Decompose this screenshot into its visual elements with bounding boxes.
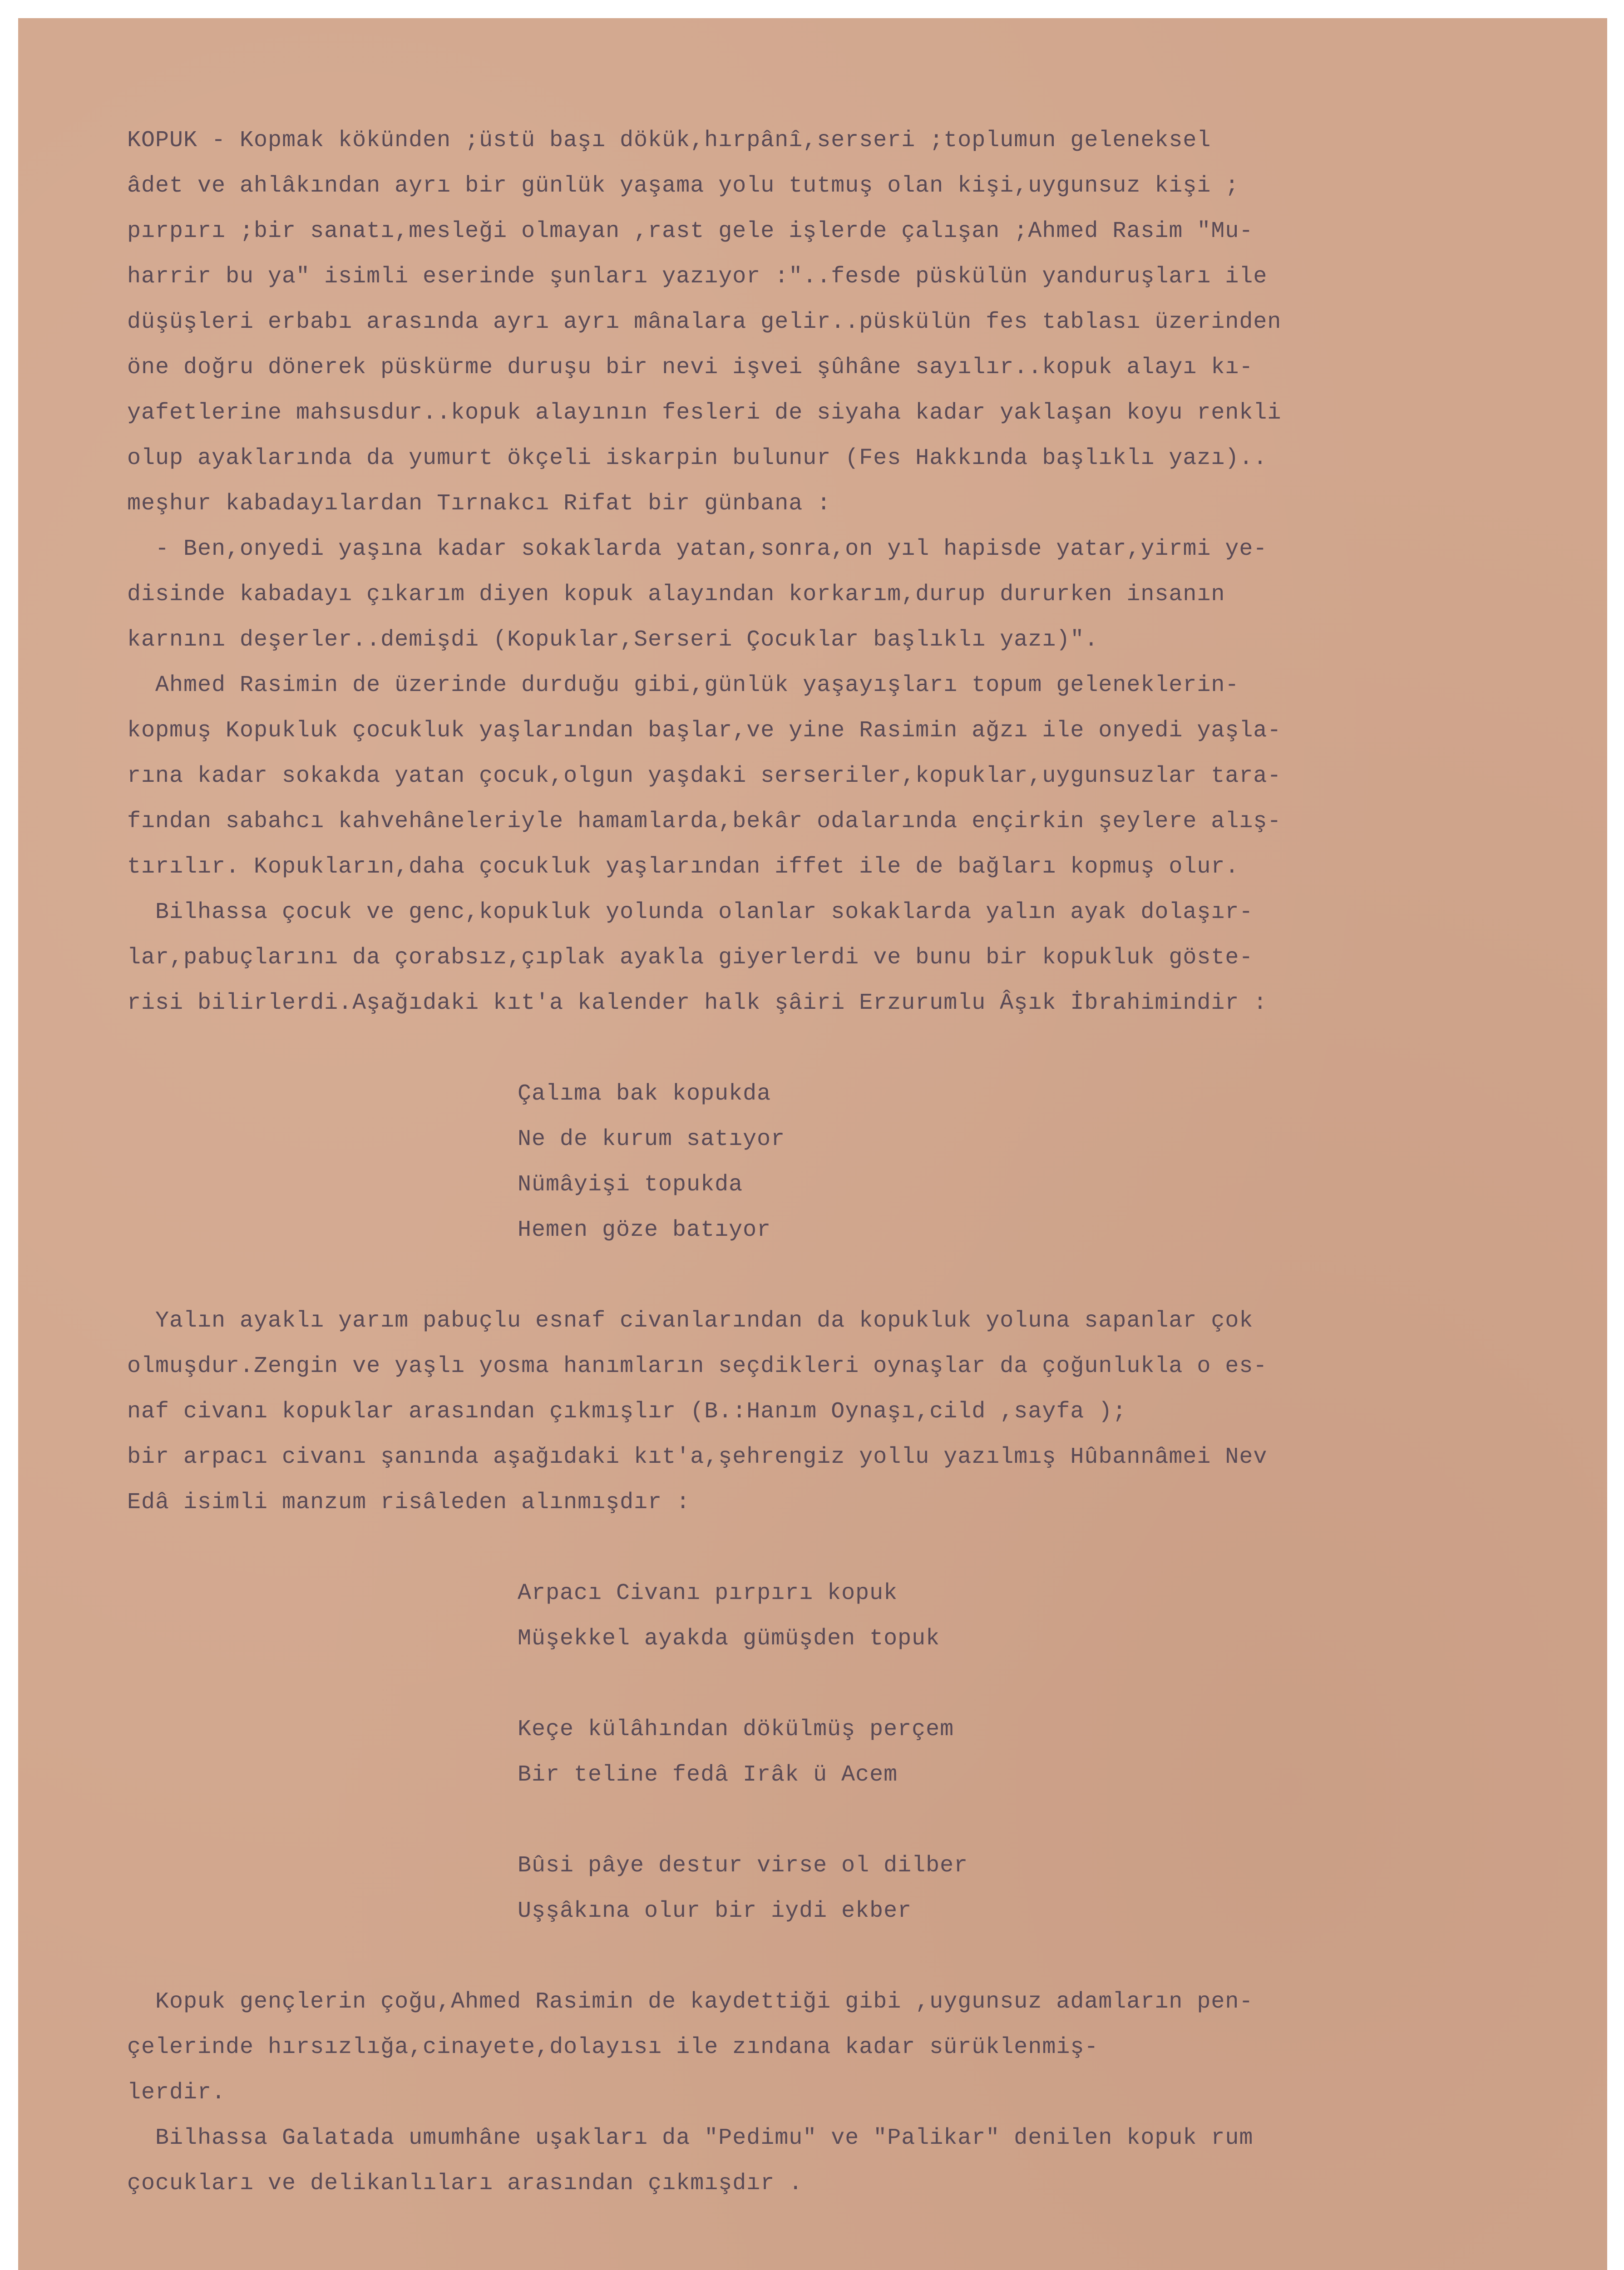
text-line: meşhur kabadayılardan Tırnakcı Rifat bir günbana : xyxy=(127,491,831,517)
verse-line: Uşşâkına olur bir iydi ekber xyxy=(518,1898,912,1924)
text-line: Edâ isimli manzum risâleden alınmışdır : xyxy=(127,1490,691,1515)
text-line: olup ayaklarında da yumurt ökçeli iskarpin bulunur (Fes Hakkında başlıklı yazı).. xyxy=(127,445,1268,471)
text-line: - Ben,onyedi yaşına kadar sokaklarda yatan,sonra,on yıl hapisde yatar,yirmi ye- xyxy=(127,536,1268,562)
text-line: lar,pabuçlarını da çorabsız,çıplak ayakla giyerlerdi ve bunu bir kopukluk göste- xyxy=(127,945,1254,971)
text-line: lerdir. xyxy=(127,2080,226,2106)
text-line: disinde kabadayı çıkarım diyen kopuk alayından korkarım,durup dururken insanın xyxy=(127,582,1225,607)
text-line: Yalın ayaklı yarım pabuçlu esnaf civanlarından da kopukluk yoluna sapanlar çok xyxy=(127,1308,1254,1334)
text-line: düşüşleri erbabı arasında ayrı ayrı mânalara gelir..püskülün fes tablası üzerinden xyxy=(127,309,1282,335)
text-line: âdet ve ahlâkından ayrı bir günlük yaşama yolu tutmuş olan kişi,uygunsuz kişi ; xyxy=(127,173,1239,199)
document-body xyxy=(127,118,1553,2206)
text-line: fından sabahcı kahvehâneleriyle hamamlarda,bekâr odalarında ençirkin şeylere alış- xyxy=(127,809,1282,834)
verse-line: Nümâyişi topukda xyxy=(518,1172,743,1198)
verse-line: Müşekkel ayakda gümüşden topuk xyxy=(518,1626,940,1652)
text-line: bir arpacı civanı şanında aşağıdaki kıt'a,şehrengiz yollu yazılmış Hûbannâmei Nev xyxy=(127,1444,1268,1470)
verse-line xyxy=(518,1662,1553,1707)
text-line: naf civanı kopuklar arasından çıkmışlır (B.:Hanım Oynaşı,cild ,sayfa ); xyxy=(127,1399,1127,1425)
text-line: kopmuş Kopukluk çocukluk yaşlarından başlar,ve yine Rasimin ağzı ile onyedi yaşla- xyxy=(127,718,1282,744)
text-line: Kopuk gençlerin çoğu,Ahmed Rasimin de kaydettiği gibi ,uygunsuz adamların pen- xyxy=(127,1989,1254,2015)
text-line: çelerinde hırsızlığa,cinayete,dolayısı ile zındana kadar sürüklenmiş- xyxy=(127,2034,1099,2060)
text-line: rına kadar sokakda yatan çocuk,olgun yaşdaki serseriler,kopuklar,uygunsuzlar tara- xyxy=(127,763,1282,789)
text-line: harrir bu ya" isimli eserinde şunları yazıyor :"..fesde püskülün yanduruşları ile xyxy=(127,264,1268,290)
text-line: tırılır. Kopukların,daha çocukluk yaşlarından iffet ile de bağları kopmuş olur. xyxy=(127,854,1239,880)
text-line: risi bilirlerdi.Aşağıdaki kıt'a kalender halk şâiri Erzurumlu Âşık İbrahimindir : xyxy=(127,990,1268,1016)
blank-line xyxy=(127,1525,1553,1571)
text-line: yafetlerine mahsusdur..kopuk alayının fesleri de siyaha kadar yaklaşan koyu renkli xyxy=(127,400,1282,426)
blank-line xyxy=(127,1026,1553,1071)
verse-line: Bir teline fedâ Irâk ü Acem xyxy=(518,1762,898,1788)
text-line: öne doğru dönerek püskürme duruşu bir nevi işvei şûhâne sayılır..kopuk alayı kı- xyxy=(127,355,1254,380)
text-line: Bilhassa çocuk ve genc,kopukluk yolunda olanlar sokaklarda yalın ayak dolaşır- xyxy=(127,899,1254,925)
text-line: Ahmed Rasimin de üzerinde durduğu gibi,günlük yaşayışları topum geleneklerin- xyxy=(127,672,1239,698)
verse-line: Bûsi pâye destur virse ol dilber xyxy=(518,1853,968,1879)
verse-line xyxy=(518,1798,1553,1843)
text-line: olmuşdur.Zengin ve yaşlı yosma hanımların seçdikleri oynaşlar da çoğunlukla o es- xyxy=(127,1353,1268,1379)
blank-line xyxy=(127,1253,1553,1298)
typewritten-page xyxy=(18,18,1607,2270)
text-line: karnını deşerler..demişdi (Kopuklar,Serseri Çocuklar başlıklı yazı)". xyxy=(127,627,1099,653)
text-line: çocukları ve delikanlıları arasından çıkmışdır . xyxy=(127,2171,803,2196)
verse-line: Hemen göze batıyor xyxy=(518,1217,771,1243)
verse-line: Arpacı Civanı pırpırı kopuk xyxy=(518,1580,898,1606)
text-line: Bilhassa Galatada umumhâne uşakları da "Pedimu" ve "Palikar" denilen kopuk rum xyxy=(127,2125,1254,2151)
verse-line: Ne de kurum satıyor xyxy=(518,1126,785,1152)
verse-line: Keçe külâhından dökülmüş perçem xyxy=(518,1717,954,1742)
blank-line xyxy=(127,1934,1553,1979)
text-line: pırpırı ;bir sanatı,mesleği olmayan ,rast gele işlerde çalışan ;Ahmed Rasim "Mu- xyxy=(127,218,1254,244)
verse-line: Çalıma bak kopukda xyxy=(518,1081,771,1107)
text-line: KOPUK - Kopmak kökünden ;üstü başı dökük,hırpânî,serseri ;toplumun geleneksel xyxy=(127,128,1211,153)
